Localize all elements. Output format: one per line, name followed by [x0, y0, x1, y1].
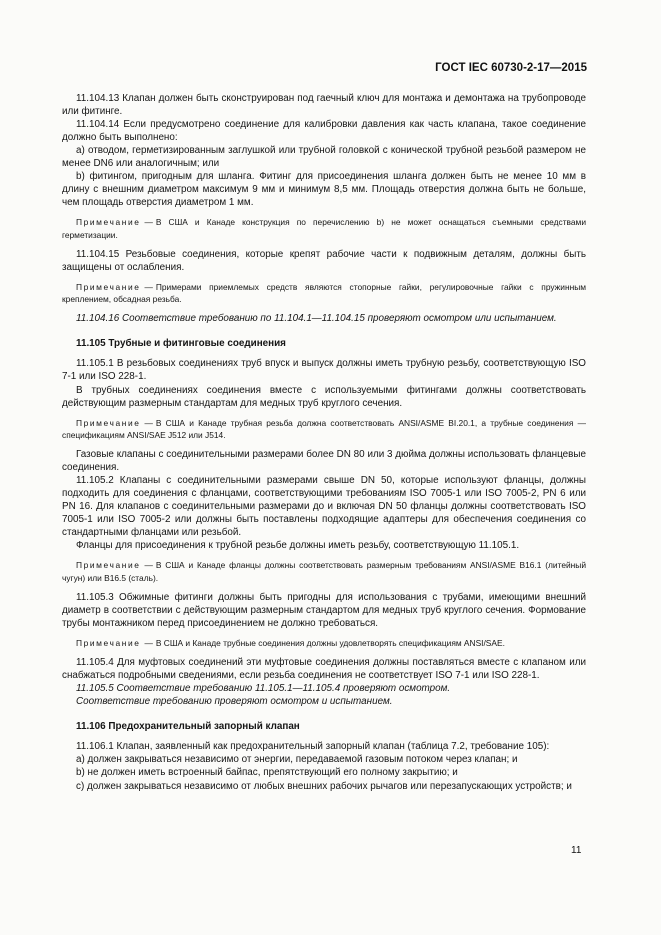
paragraph-11-105-4: 11.105.4 Для муфтовых соединений эти муфтовые соединения должны поставляться вместе с клапаном или снабжаться подробными сведениями, если резьба соединения не соответствует ISO 7-1 или ISO 228-1.: [62, 657, 586, 682]
note-text: В США и Канаде трубная резьба должна соответствовать ANSI/ASME BI.20.1, а трубные соединения — спецификациям ANSI/SAE J512 или J514.: [62, 417, 586, 440]
note: [62, 417, 586, 441]
note: [62, 559, 586, 583]
list-item-b: b) не должен иметь встроенный байпас, препятствующий его полному закрытию; и: [76, 767, 458, 779]
note-text: В США и Канаде фланцы должны соответствовать размерным требованиям ANSI/ASME B16.1 (литейный чугун) или B16.5 (сталь).: [62, 560, 586, 583]
paragraph-11-104-15: 11.104.15 Резьбовые соединения, которые крепят рабочие части к подвижным деталям, должны быть защищены от ослабления.: [62, 248, 586, 273]
list-item-b: b) фитингом, пригодным для шланга. Фитинг для присоединения шланга должен быть не менее 10 мм в длину с внешним диаметром максимум 9 мм и минимум 8,5 мм. Площадь отверстия должна быть не больше, чем площадь отверстия диаметром 1 мм.: [62, 171, 586, 209]
paragraph: Соответствие требованию проверяют осмотром и испытанием.: [76, 696, 393, 708]
note: [62, 216, 586, 240]
paragraph-11-105-5: 11.105.5 Соответствие требованию 11.105.1—11.105.4 проверяют осмотром.: [76, 683, 451, 695]
note-label: Примечание: [76, 560, 141, 571]
note-dash: —: [144, 560, 153, 571]
note-text: В США и Канаде конструкция по перечислению b) не может оснащаться съемными средствами герметизации.: [62, 217, 586, 240]
paragraph-11-106-1: 11.106.1 Клапан, заявленный как предохранительный запорный клапан (таблица 7.2, требование 105):: [76, 741, 550, 753]
paragraph-11-104-16: 11.104.16 Соответствие требованию по 11.104.1—11.104.15 проверяют осмотром или испытанием.: [76, 313, 557, 325]
paragraph-11-105-3: 11.105.3 Обжимные фитинги должны быть пригодны для использования с трубами, имеющими внешний диаметр в соответствии с действующим размерным стандартом для медных труб круглого сечения. Формование трубы монтажником перед присоединением не должно требоваться.: [62, 591, 586, 629]
note: [62, 281, 586, 305]
note: [62, 637, 586, 649]
note-label: Примечание: [76, 281, 141, 292]
note-dash: —: [144, 417, 153, 428]
note-text: В США и Канаде трубные соединения должны удовлетворять спецификациям ANSI/SAE.: [155, 637, 505, 648]
note-label: Примечание: [76, 417, 141, 428]
section-heading-11-105: 11.105 Трубные и фитинговые соединения: [76, 338, 286, 350]
paragraph: В трубных соединениях соединения вместе с используемыми фитингами должны соответствовать действующим размерным стандартам для медных труб круглого сечения.: [62, 384, 586, 409]
page-number: 11: [571, 845, 582, 856]
section-heading-11-106: 11.106 Предохранительный запорный клапан: [76, 721, 300, 733]
note-dash: —: [144, 637, 153, 648]
list-item-a: a) должен закрываться независимо от энергии, передаваемой газовым потоком через клапан; и: [76, 754, 518, 766]
note-dash: —: [144, 281, 153, 292]
paragraph-11-104-14: 11.104.14 Если предусмотрено соединение для калибровки давления как часть клапана, такое соединение должно быть выполнено:: [62, 119, 586, 144]
paragraph-11-105-1: 11.105.1 В резьбовых соединениях труб впуск и выпуск должны иметь трубную резьбу, соответствующую ISO 7-1 или ISO 228-1.: [62, 358, 586, 383]
note-dash: —: [144, 217, 153, 228]
note-label: Примечание: [76, 217, 141, 228]
standard-header: ГОСТ IEC 60730-2-17—2015: [435, 62, 587, 74]
paragraph-11-104-13: 11.104.13 Клапан должен быть сконструирован под гаечный ключ для монтажа и демонтажа на трубопроводе или фитинге.: [62, 93, 586, 118]
paragraph-11-105-2: 11.105.2 Клапаны с соединительными размерами свыше DN 50, которые используют фланцы, должны подходить для соединения с фланцами, соответствующими требованиям ISO 7005-1 или ISO 7005-2, PN 6 или PN 16. Для клапанов с соединительными размерами до и включая DN 50 фланцы должны соответствовать ISO 7005-1 или ISO 7005-2 или должны быть поставлены подходящие адаптеры для обеспечения соединения со стандартными фланцами или резьбой.: [62, 475, 586, 539]
paragraph: Фланцы для присоединения к трубной резьбе должны иметь резьбу, соответствующую 11.105.1.: [76, 540, 520, 552]
list-item-a: a) отводом, герметизированным заглушкой или трубной головкой с конической трубной резьбой размером не менее DN6 или аналогичным; или: [62, 145, 586, 170]
note-label: Примечание: [76, 637, 141, 648]
note-text: Примерами приемлемых средств являются стопорные гайки, регулировочные гайки с пружинным креплением, обсадная резьба.: [62, 281, 586, 305]
paragraph: Газовые клапаны с соединительными размерами более DN 80 или 3 дюйма должны использовать фланцевые соединения.: [62, 449, 586, 474]
list-item-c: c) должен закрываться независимо от любых внешних рабочих рычагов или перезапускающих устройств; и: [76, 780, 572, 792]
document-body: [62, 92, 586, 793]
